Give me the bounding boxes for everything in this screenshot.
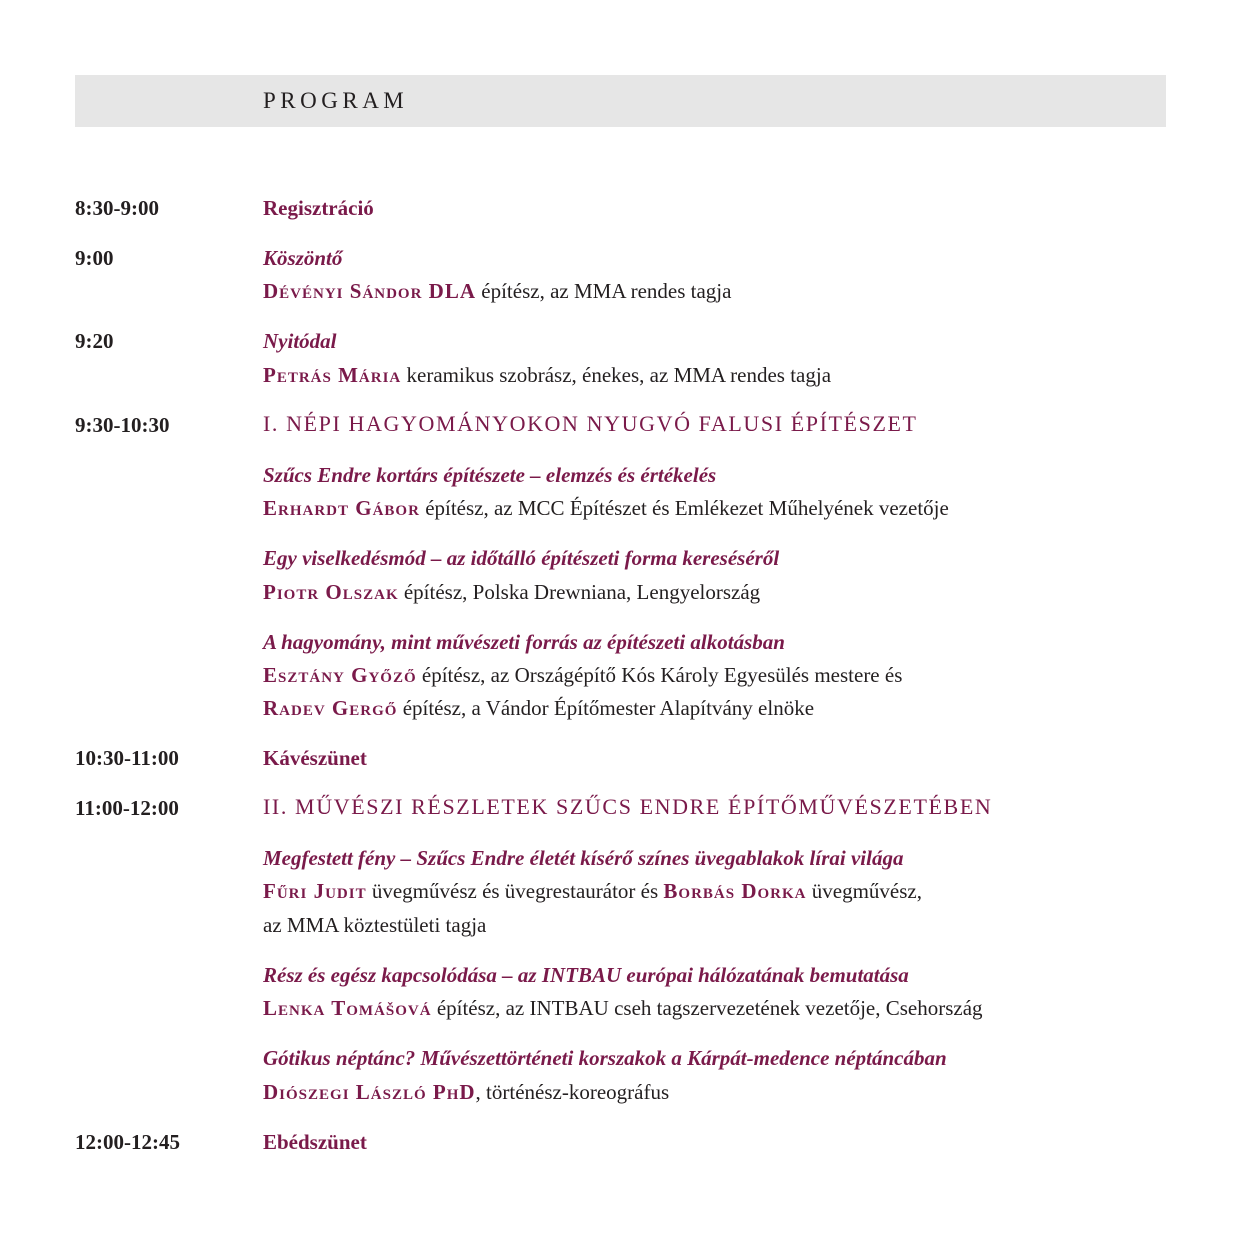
speaker-line (263, 1079, 669, 1105)
time-coffee: 10:30-11:00 (75, 746, 179, 770)
speaker-line (263, 579, 760, 605)
time-registration: 8:30-9:00 (75, 196, 159, 220)
speaker-line (263, 995, 983, 1021)
page-title: PROGRAM (263, 88, 409, 113)
speaker-desc: építész, az Országépítő Kós Károly Egyesülés mestere és (416, 663, 903, 687)
speaker-name: Petrás Mária (263, 363, 402, 387)
time-section-2: 11:00-12:00 (75, 796, 179, 820)
talk-title: Megfestett fény – Szűcs Endre életét kísérő színes üvegablakok lírai világa (263, 846, 904, 870)
talk-title: A hagyomány, mint művészeti forrás az építészeti alkotásban (263, 630, 785, 654)
talk-welcome: Köszöntő (263, 246, 343, 270)
talk-title: Gótikus néptánc? Művészettörténeti korszakok a Kárpát-medence néptáncában (263, 1046, 947, 1070)
speaker-desc: üvegművész, (806, 879, 922, 903)
talk-opening: Nyitódal (263, 329, 337, 353)
speaker-name: Lenka Tomášová (263, 996, 432, 1020)
speaker-desc: , történész-koreográfus (475, 1080, 670, 1104)
speaker-name: Borbás Dorka (663, 879, 807, 903)
speaker-name: Diószegi László PhD (263, 1080, 476, 1104)
registration-label: Regisztráció (263, 196, 374, 220)
time-opening: 9:20 (75, 329, 114, 353)
speaker-name: Piotr Olszak (263, 580, 399, 604)
time-welcome: 9:00 (75, 246, 114, 270)
speaker-desc: építész, a Vándor Építőmester Alapítvány elnöke (397, 696, 815, 720)
speaker-line (263, 495, 949, 521)
time-section-1: 9:30-10:30 (75, 413, 170, 437)
speaker-name: Radev Gergő (263, 696, 398, 720)
header-bar (75, 75, 1166, 127)
speaker-desc-continued: az MMA köztestületi tagja (263, 913, 487, 937)
speaker-name: Esztány Győző (263, 663, 417, 687)
talk-title: Rész és egész kapcsolódása – az INTBAU európai hálózatának bemutatása (263, 963, 909, 987)
speaker-name: Dévényi Sándor DLA (263, 279, 477, 303)
section-1-title: I. NÉPI HAGYOMÁNYOKON NYUGVÓ FALUSI ÉPÍTÉSZET (263, 411, 918, 436)
speaker-line (263, 362, 831, 388)
speaker-line (263, 662, 902, 688)
speaker-line (263, 878, 922, 904)
coffee-break-label: Kávészünet (263, 746, 367, 770)
speaker-desc: üvegművész és üvegrestaurátor és (366, 879, 664, 903)
speaker-line (263, 278, 731, 304)
talk-title: Szűcs Endre kortárs építészete – elemzés és értékelés (263, 463, 717, 487)
speaker-desc: építész, az MMA rendes tagja (476, 279, 732, 303)
speaker-name: Erhardt Gábor (263, 496, 420, 520)
talk-title: Egy viselkedésmód – az időtálló építészeti forma kereséséről (263, 546, 780, 570)
lunch-break-label: Ebédszünet (263, 1130, 367, 1154)
speaker-desc: építész, az INTBAU cseh tagszervezetének vezetője, Csehország (431, 996, 983, 1020)
time-lunch: 12:00-12:45 (75, 1130, 180, 1154)
section-2-title: II. MŰVÉSZI RÉSZLETEK SZŰCS ENDRE ÉPÍTŐMŰVÉSZETÉBEN (263, 794, 993, 819)
speaker-desc: keramikus szobrász, énekes, az MMA rendes tagja (401, 363, 832, 387)
speaker-line (263, 695, 814, 721)
speaker-desc: építész, az MCC Építészet és Emlékezet Műhelyének vezetője (419, 496, 949, 520)
speaker-name: Fűri Judit (263, 879, 367, 903)
speaker-desc: építész, Polska Drewniana, Lengyelország (398, 580, 761, 604)
